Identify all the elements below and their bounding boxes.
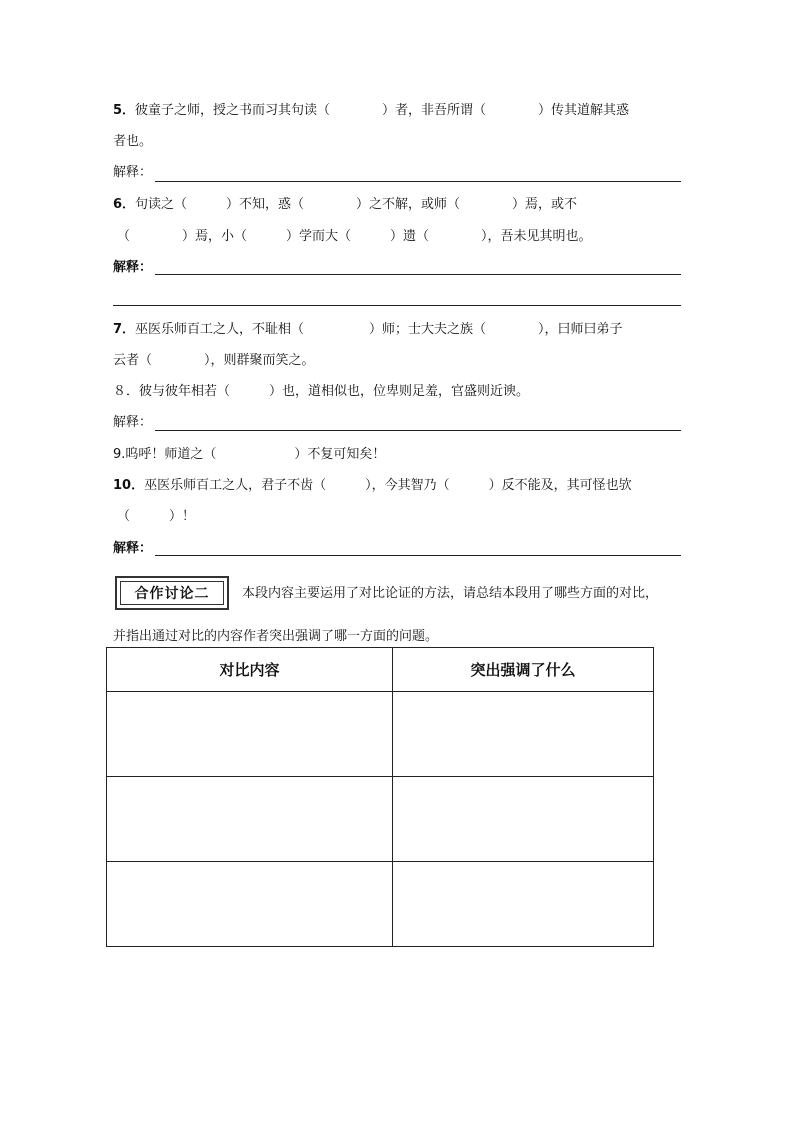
q5-answer-line[interactable]	[155, 181, 681, 182]
table-cell-emphasis[interactable]	[393, 777, 654, 862]
q8-answer-label: 解释：	[113, 415, 153, 430]
comparison-table	[106, 647, 654, 947]
q10-line2: （ ）！	[117, 509, 196, 524]
q7-line1: 7．巫医乐师百工之人，不耻相（ ）师；士大夫之族（ ），曰师曰弟子	[113, 322, 623, 337]
table-row	[107, 692, 654, 777]
question-number: 6．	[113, 197, 136, 212]
question-number: 10．	[113, 478, 145, 493]
table-cell-emphasis[interactable]	[393, 692, 654, 777]
q6-answer-line-1[interactable]	[155, 274, 681, 275]
q6-line1: 6．句读之（ ）不知，惑（ ）之不解，或师（ ）焉，或不	[113, 197, 578, 212]
q10-line1: 10．巫医乐师百工之人，君子不齿（ ），今其智乃（ ）反不能及，其可怪也欤	[113, 478, 632, 493]
q8-answer-line[interactable]	[155, 430, 681, 431]
discussion-stamp-text: 合作讨论二	[120, 581, 224, 605]
q5-line2: 者也。	[113, 134, 153, 149]
table-cell-contrast[interactable]	[107, 862, 393, 947]
table-row	[107, 777, 654, 862]
question-number: 5．	[113, 103, 136, 118]
q8-line1: ８．彼与彼年相若（ ）也，道相似也，位卑则足羞，官盛则近谀。	[113, 384, 530, 399]
q10-answer-label: 解释：	[113, 541, 153, 556]
q9-line1: 9.呜呼！师道之（ ）不复可知矣！	[113, 447, 386, 462]
table-row	[107, 862, 654, 947]
q5-answer-label: 解释：	[113, 165, 153, 180]
discussion-stamp	[115, 576, 229, 610]
table-cell-contrast[interactable]	[107, 692, 393, 777]
table-header-row	[107, 648, 654, 692]
table-cell-emphasis[interactable]	[393, 862, 654, 947]
q6-line2: （ ）焉，小（ ）学而大（ ）遗（ ），吾未见其明也。	[117, 229, 592, 244]
table-cell-contrast[interactable]	[107, 777, 393, 862]
discussion-prompt-line1: 本段内容主要运用了对比论证的方法，请总结本段用了哪些方面的对比，	[242, 586, 659, 601]
q7-line2: 云者（ ），则群聚而笑之。	[113, 353, 315, 368]
q5-line1: 5．彼童子之师，授之书而习其句读（ ）者，非吾所谓（ ）传其道解其惑	[113, 103, 630, 118]
discussion-prompt-line2: 并指出通过对比的内容作者突出强调了哪一方面的问题。	[113, 629, 439, 644]
question-number: 7．	[113, 322, 136, 337]
q6-answer-label: 解释：	[113, 260, 153, 275]
q6-answer-line-2[interactable]	[113, 305, 681, 306]
q10-answer-line[interactable]	[155, 555, 681, 556]
header-contrast-content: 对比内容	[107, 648, 393, 692]
header-emphasis: 突出强调了什么	[393, 648, 654, 692]
